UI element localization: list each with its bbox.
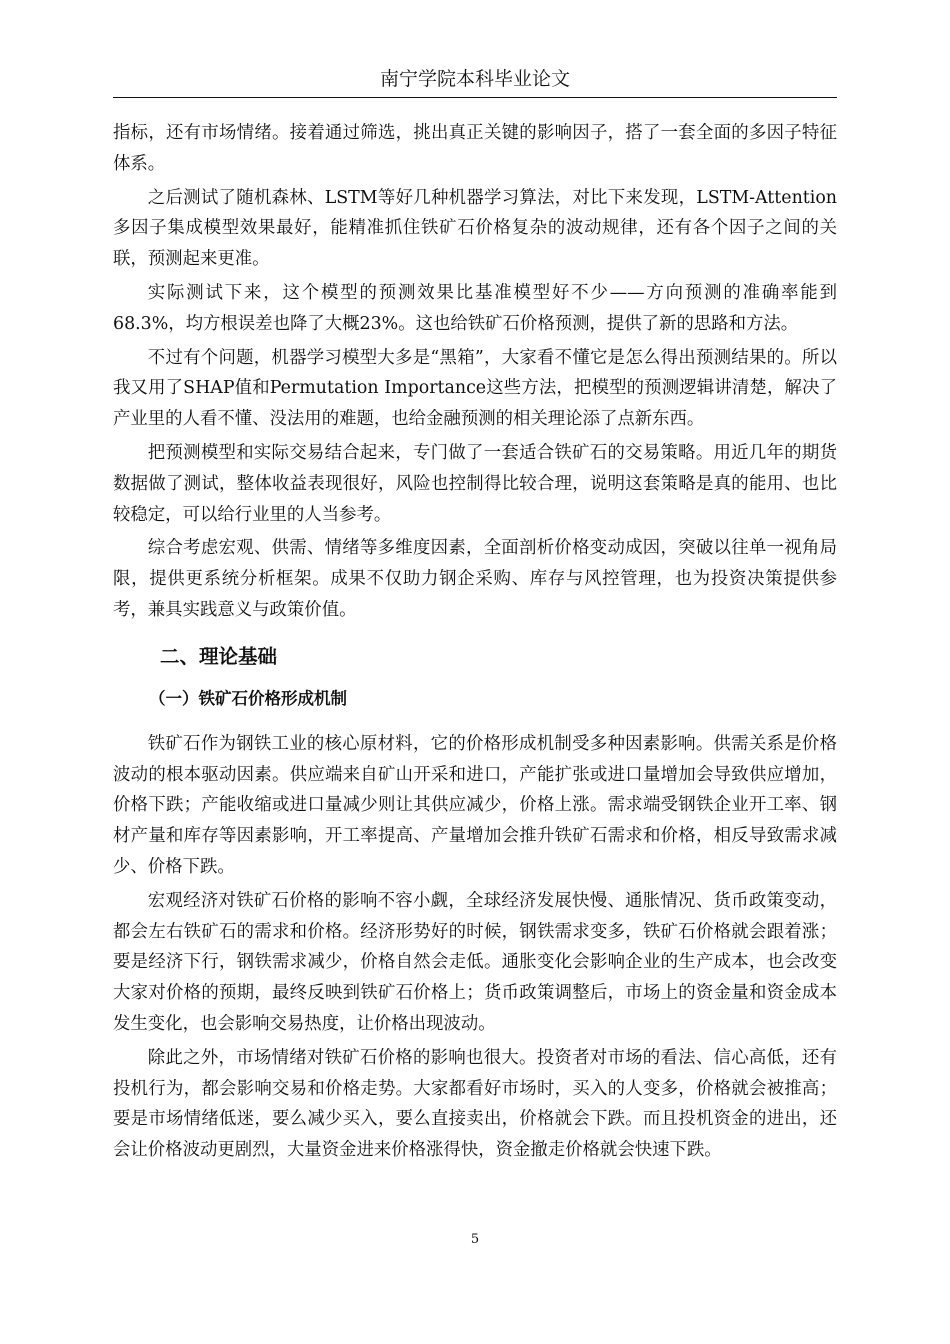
header-rule [113, 97, 837, 98]
paragraph: 不过有个问题，机器学习模型大多是“黑箱”，大家看不懂它是怎么得出预测结果的。所以我又用了SHAP值和Permutation Importance这些方法，把模型的预测逻辑讲清楚，解决了产业里的人看不懂、没法用的难题，也给金融预测的相关理论添了点新东西。 [113, 347, 837, 430]
paragraph: 综合考虑宏观、供需、情绪等多维度因素，全面剖析价格变动成因，突破以往单一视角局限，提供更系统分析框架。成果不仅助力钢企采购、库存与风控管理，也为投资决策提供参考，兼具实践意义与政策价值。 [113, 538, 837, 620]
paragraph: 实际测试下来，这个模型的预测效果比基准模型好不少——方向预测的准确率能到68.3%，均方根误差也降了大概23%。这也给铁矿石价格预测，提供了新的思路和方法。 [113, 282, 837, 334]
paragraph: 宏观经济对铁矿石价格的影响不容小觑，全球经济发展快慢、通胀情况、货币政策变动，都会左右铁矿石的需求和价格。经济形势好的时候，钢铁需求变多，铁矿石价格就会跟着涨；要是经济下行，钢铁需求减少，价格自然会走低。通胀变化会影响企业的生产成本，也会改变大家对价格的预期，最终反映到铁矿石价格上；货币政策调整后，市场上的资金量和资金成本发生变化，也会影响交易热度，让价格出现波动。 [113, 890, 837, 1034]
paragraph: 把预测模型和实际交易结合起来，专门做了一套适合铁矿石的交易策略。用近几年的期货数据做了测试，整体收益表现很好，风险也控制得比较合理，说明这套策略是真的能用、也比较稳定，可以给行业里的人当参考。 [113, 442, 837, 525]
subsection-heading: （一）铁矿石价格形成机制 [149, 688, 347, 708]
section-heading: 二、理论基础 [160, 644, 278, 668]
page-header: 南宁学院本科毕业论文 [379, 68, 570, 90]
paragraph: 之后测试了随机森林、LSTM等好几种机器学习算法，对比下来发现，LSTM-Attention多因子集成模型效果最好，能精准抓住铁矿石价格复杂的波动规律，还有各个因子之间的关联，预测起来更准。 [113, 187, 837, 270]
paragraph-continued: 指标，还有市场情绪。接着通过筛选，挑出真正关键的影响因子，搭了一套全面的多因子特征体系。 [113, 123, 837, 174]
paragraph: 除此之外，市场情绪对铁矿石价格的影响也很大。投资者对市场的看法、信心高低，还有投机行为，都会影响交易和价格走势。大家都看好市场时，买入的人变多，价格就会被推高；要是市场情绪低迷，要么减少买入，要么直接卖出，价格就会下跌。而且投机资金的进出，还会让价格波动更剧烈，大量资金进来价格涨得快，资金撤走价格就会快速下跌。 [113, 1047, 837, 1161]
page-body [113, 118, 837, 1169]
page-number: 5 [470, 1232, 480, 1247]
paragraph: 铁矿石作为钢铁工业的核心原材料，它的价格形成机制受多种因素影响。供需关系是价格波动的根本驱动因素。供应端来自矿山开采和进口，产能扩张或进口量增加会导致供应增加，价格下跌；产能收缩或进口量减少则让其供应减少，价格上涨。需求端受钢铁企业开工率、钢材产量和库存等因素影响，开工率提高、产量增加会推升铁矿石需求和价格，相反导致需求减少、价格下跌。 [113, 733, 837, 877]
